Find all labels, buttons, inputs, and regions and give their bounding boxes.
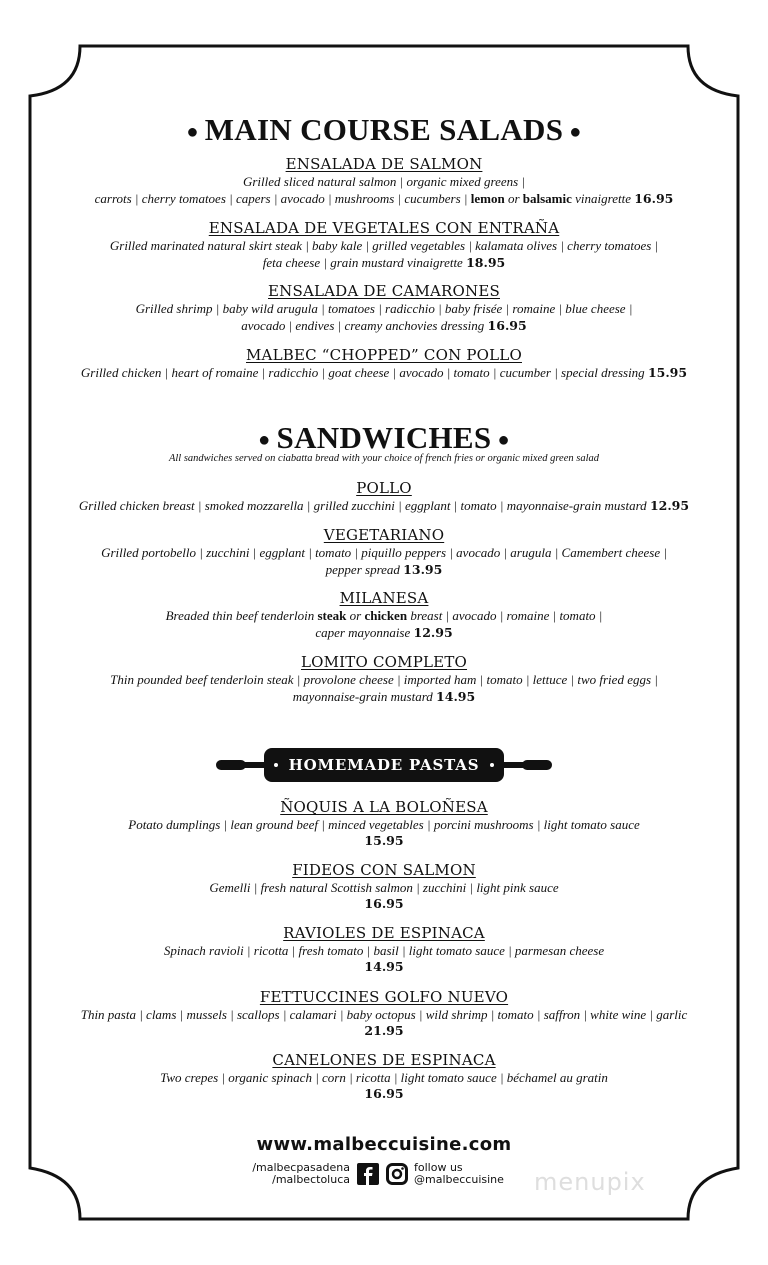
- menu-item: [40, 988, 728, 1039]
- item-description: Grilled shrimp | baby wild arugula | tomatoes | radicchio | baby frisée | romaine | blue cheese | avocado | endives | creamy anchovies dressing 16.95: [135, 301, 633, 333]
- menu-item: [40, 924, 728, 975]
- sandwiches-note: All sandwiches served on ciabatta bread with your choice of french fries or organic mixed green salad: [168, 453, 600, 464]
- item-price: 18.95: [466, 255, 506, 270]
- handle-pasadena[interactable]: /malbecpasadena: [252, 1161, 350, 1174]
- menu-item: [40, 479, 728, 514]
- menu-item: [40, 798, 728, 849]
- item-name: CANELONES DE ESPINACA: [272, 1051, 496, 1069]
- menu-item: [40, 155, 728, 207]
- instagram-icon[interactable]: [386, 1163, 408, 1185]
- menu-item: [40, 653, 728, 705]
- item-name: LOMITO COMPLETO: [300, 653, 468, 671]
- pastas-title: HOMEMADE PASTAS: [288, 756, 480, 774]
- item-name: POLLO: [356, 479, 412, 497]
- item-price: 16.95: [364, 896, 404, 911]
- item-description: Grilled portobello | zucchini | eggplant | tomato | piquillo peppers | avocado | arugula | Camembert cheese | pepper spread 13.95: [101, 545, 667, 577]
- menu-item: [40, 1051, 728, 1102]
- menu-item: [40, 861, 728, 912]
- facebook-icon[interactable]: [357, 1163, 379, 1185]
- section-title-pastas: [214, 746, 554, 784]
- handle-toluca[interactable]: /malbectoluca: [272, 1173, 350, 1186]
- item-description: Grilled sliced natural salmon | organic mixed greens | carrots | cherry tomatoes | capers | avocado | mushrooms | cucumbers | lemon or balsamic vinaigrette 16.95: [94, 174, 674, 206]
- bullet-icon: ●: [258, 429, 271, 452]
- item-name: MILANESA: [339, 589, 429, 607]
- item-name: ÑOQUIS A LA BOLOÑESA: [280, 798, 488, 816]
- section-title-sandwiches: ● SANDWICHES ●: [258, 420, 510, 455]
- instagram-handle[interactable]: @malbeccuisine: [414, 1173, 504, 1186]
- item-name: VEGETARIANO: [323, 526, 445, 544]
- item-name: ENSALADA DE VEGETALES CON ENTRAÑA: [208, 219, 560, 237]
- item-name: FIDEOS CON SALMON: [292, 861, 476, 879]
- item-description: Spinach ravioli | ricotta | fresh tomato | basil | light tomato sauce | parmesan cheese: [163, 943, 605, 958]
- item-description: Grilled chicken breast | smoked mozzarella | grilled zucchini | eggplant | tomato | mayonnaise-grain mustard 12.95: [78, 498, 690, 513]
- item-description: Potato dumplings | lean ground beef | minced vegetables | porcini mushrooms | light tomato sauce: [128, 817, 640, 832]
- item-price: 14.95: [436, 689, 476, 704]
- item-price: 15.95: [364, 833, 404, 848]
- item-name: RAVIOLES DE ESPINACA: [283, 924, 485, 942]
- instagram-info: [414, 1162, 524, 1186]
- bullet-icon: ●: [186, 121, 199, 144]
- item-name: MALBEC “CHOPPED” CON POLLO: [246, 346, 522, 364]
- item-price: 16.95: [364, 1086, 404, 1101]
- item-name: ENSALADA DE CAMARONES: [268, 282, 500, 300]
- menu-item: [40, 526, 728, 578]
- item-price: 15.95: [647, 365, 688, 380]
- facebook-handles: [244, 1162, 350, 1186]
- item-price: 21.95: [364, 1023, 404, 1038]
- item-description: Thin pasta | clams | mussels | scallops | calamari | baby octopus | wild shrimp | tomato | saffron | white wine | garlic: [80, 1007, 688, 1022]
- item-price: 12.95: [413, 625, 453, 640]
- item-price: 14.95: [364, 959, 404, 974]
- menu-item: [40, 589, 728, 641]
- follow-label: follow us: [414, 1161, 463, 1174]
- item-description: Gemelli | fresh natural Scottish salmon | zucchini | light pink sauce: [209, 880, 559, 895]
- item-price: 13.95: [403, 562, 443, 577]
- item-description: Grilled marinated natural skirt steak | baby kale | grilled vegetables | kalamata olives | cherry tomatoes | feta cheese | grain mustard vinaigrette 18.95: [109, 238, 659, 270]
- item-description: Breaded thin beef tenderloin steak or chicken breast | avocado | romaine | tomato | caper mayonnaise 12.95: [165, 608, 603, 640]
- item-price: 16.95: [487, 318, 527, 333]
- section-title-salads: ● MAIN COURSE SALADS ●: [186, 112, 582, 147]
- menu-item: [40, 282, 728, 334]
- item-description: Two crepes | organic spinach | corn | ricotta | light tomato sauce | béchamel au gratin: [160, 1070, 608, 1085]
- item-description: Grilled chicken | heart of romaine | radicchio | goat cheese | avocado | tomato | cucumber | special dressing 15.95: [80, 365, 688, 380]
- item-price: 16.95: [634, 191, 674, 206]
- bullet-icon: ●: [569, 121, 582, 144]
- menu-item: [40, 346, 728, 381]
- item-name: ENSALADA DE SALMON: [285, 155, 483, 173]
- item-description: Thin pounded beef tenderloin steak | provolone cheese | imported ham | tomato | lettuce | two fried eggs | mayonnaise-grain mustard 14.95: [110, 672, 658, 704]
- bullet-icon: ●: [497, 429, 510, 452]
- menupix-watermark: menupix: [534, 1168, 646, 1196]
- website-link[interactable]: www.malbeccuisine.com: [256, 1134, 512, 1155]
- item-name: FETTUCCINES GOLFO NUEVO: [259, 988, 509, 1006]
- item-price: 12.95: [649, 498, 690, 513]
- menu-item: [40, 219, 728, 271]
